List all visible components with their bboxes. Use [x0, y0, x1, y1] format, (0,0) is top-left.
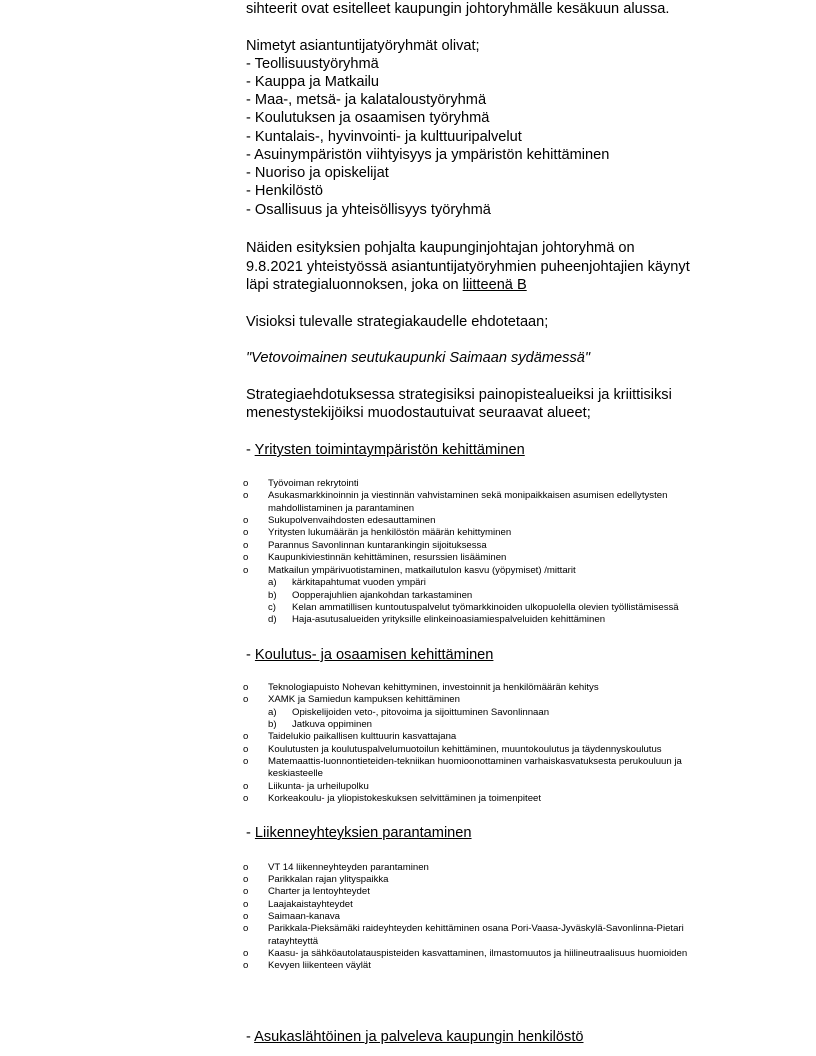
- list-item: Charter ja lentoyhteydet: [268, 886, 370, 897]
- group-item: - Koulutuksen ja osaamisen työryhmä: [246, 110, 490, 126]
- list-item: VT 14 liikenneyhteyden parantaminen: [268, 862, 429, 873]
- paragraph-line: [246, 276, 527, 294]
- sub-item: Jatkuva oppiminen: [292, 719, 372, 730]
- bullet-icon: o: [243, 756, 249, 767]
- bullet-icon: o: [243, 948, 249, 959]
- section-heading: [246, 442, 525, 458]
- list-item: Yritysten lukumäärän ja henkilöstön määrän kehittyminen: [268, 527, 512, 538]
- intro-top-line: sihteerit ovat esitelleet kaupungin johtoryhmälle kesäkuun alussa.: [246, 1, 670, 17]
- group-item: - Maa-, metsä- ja kalataloustyöryhmä: [246, 92, 487, 108]
- section-dash: -: [246, 825, 255, 841]
- sub-item-label: c): [268, 602, 276, 613]
- group-item: - Kauppa ja Matkailu: [246, 74, 380, 90]
- section-title: Liikenneyhteyksien parantaminen: [254, 825, 472, 841]
- section-heading: [246, 825, 472, 841]
- list-item-continuation: ratayhteyttä: [268, 936, 319, 947]
- list-item: Asukasmarkkinoinnin ja viestinnän vahvistaminen sekä monipaikkaisen asumisen edellytysten: [268, 490, 668, 501]
- bullet-icon: o: [243, 960, 249, 971]
- list-item: Parannus Savonlinnan kuntarankingin sijoituksessa: [268, 540, 487, 551]
- bullet-icon: o: [243, 781, 249, 792]
- sub-item: Haja-asutusalueiden yrityksille elinkeinoasiamiespalveluiden kehittäminen: [292, 614, 606, 625]
- list-item: XAMK ja Samiedun kampuksen kehittäminen: [268, 694, 460, 705]
- attachment-b-link[interactable]: liitteenä B: [462, 277, 527, 293]
- bullet-icon: o: [243, 682, 249, 693]
- list-item: Kaupunkiviestinnän kehittäminen, resurssien lisääminen: [268, 552, 507, 563]
- paragraph-line-text: läpi strategialuonnoksen, joka on: [246, 277, 463, 293]
- groups-heading: Nimetyt asiantuntijatyöryhmät olivat;: [246, 38, 480, 54]
- strategy-line: Strategiaehdotuksessa strategisiksi painopistealueiksi ja kriittisiksi: [246, 387, 672, 403]
- list-item: Laajakaistayhteydet: [268, 899, 353, 910]
- group-item: - Osallisuus ja yhteisöllisyys työryhmä: [246, 202, 491, 218]
- vision-statement: "Vetovoimainen seutukaupunki Saimaan sydämessä": [246, 350, 591, 366]
- bullet-icon: o: [243, 793, 249, 804]
- group-item: - Asuinympäristön viihtyisyys ja ympäristön kehittäminen: [246, 147, 610, 163]
- sub-item-label: b): [268, 719, 277, 730]
- bullet-icon: o: [243, 552, 249, 563]
- bullet-icon: o: [243, 731, 249, 742]
- list-item-continuation: mahdollistaminen ja parantaminen: [268, 503, 415, 514]
- list-item: Kaasu- ja sähköautolatauspisteiden kasvattaminen, ilmastomuutos ja hiilineutraalisuus huomioiden: [268, 948, 688, 959]
- bullet-icon: o: [243, 565, 249, 576]
- section-dash: -: [246, 442, 255, 458]
- bullet-icon: o: [243, 862, 249, 873]
- bullet-icon: o: [243, 911, 249, 922]
- bullet-icon: o: [243, 874, 249, 885]
- list-item: Parikkalan rajan ylityspaikka: [268, 874, 389, 885]
- list-item: Teknologiapuisto Nohevan kehittyminen, investoinnit ja henkilömäärän kehitys: [268, 682, 599, 693]
- group-item: - Henkilöstö: [246, 183, 324, 199]
- section-dash: -: [246, 1029, 255, 1045]
- bullet-icon: o: [243, 899, 249, 910]
- list-item: Parikkala-Pieksämäki raideyhteyden kehittäminen osana Pori-Vaasa-Jyväskylä-Savonlinna-Pietari: [268, 923, 684, 934]
- list-item: Kevyen liikenteen väylät: [268, 960, 371, 971]
- bullet-icon: o: [243, 694, 249, 705]
- bullet-icon: o: [243, 886, 249, 897]
- section-heading: [246, 647, 493, 663]
- sub-item-label: d): [268, 614, 277, 625]
- list-item: Sukupolvenvaihdosten edesauttaminen: [268, 515, 436, 526]
- group-item: - Teollisuustyöryhmä: [246, 56, 379, 72]
- list-item: Työvoiman rekrytointi: [268, 478, 359, 489]
- bullet-icon: o: [243, 478, 249, 489]
- sub-item: Kelan ammatillisen kuntoutuspalvelut työmarkkinoiden ulkopuolella olevien työllistämisessä: [292, 602, 679, 613]
- section-title: Asukaslähtöinen ja palveleva kaupungin henkilöstö: [254, 1029, 584, 1045]
- sub-item-label: a): [268, 707, 277, 718]
- bullet-icon: o: [243, 515, 249, 526]
- section-title: Yritysten toimintaympäristön kehittäminen: [254, 442, 525, 458]
- group-item: - Nuoriso ja opiskelijat: [246, 165, 389, 181]
- list-item-continuation: keskiasteelle: [268, 768, 323, 779]
- sub-item: kärkitapahtumat vuoden ympäri: [292, 577, 426, 588]
- list-item: Korkeakoulu- ja yliopistokeskuksen selvittäminen ja toimenpiteet: [268, 793, 542, 804]
- sub-item-label: a): [268, 577, 277, 588]
- list-item: Matemaattis-luonnontieteiden-tekniikan huomioonottaminen varhaiskasvatuksesta perukouluun ja: [268, 756, 682, 767]
- bullet-icon: o: [243, 923, 249, 934]
- paragraph-line: 9.8.2021 yhteistyössä asiantuntijatyöryhmien puheenjohtajien käynyt: [246, 259, 690, 275]
- bullet-icon: o: [243, 527, 249, 538]
- vision-intro: Visioksi tulevalle strategiakaudelle ehdotetaan;: [246, 314, 549, 330]
- list-item: Matkailun ympärivuotistaminen, matkailutulon kasvu (yöpymiset) /mittarit: [268, 565, 576, 576]
- sub-item-label: b): [268, 590, 277, 601]
- list-item: Liikunta- ja urheilupolku: [268, 781, 369, 792]
- sub-item: Opiskelijoiden veto-, pitovoima ja sijoittuminen Savonlinnaan: [292, 707, 550, 718]
- group-item: - Kuntalais-, hyvinvointi- ja kulttuuripalvelut: [246, 129, 522, 145]
- bullet-icon: o: [243, 744, 249, 755]
- strategy-line: menestystekijöiksi muodostautuivat seuraavat alueet;: [246, 405, 591, 421]
- paragraph-line: Näiden esityksien pohjalta kaupunginjohtajan johtoryhmä on: [246, 240, 635, 256]
- list-item: Taidelukio paikallisen kulttuurin kasvattajana: [268, 731, 457, 742]
- section-title: Koulutus- ja osaamisen kehittäminen: [254, 647, 494, 663]
- list-item: Koulutusten ja koulutuspalvelumuotoilun kehittäminen, muuntokoulutus ja täydennyskoulutus: [268, 744, 662, 755]
- bullet-icon: o: [243, 540, 249, 551]
- sub-item: Oopperajuhlien ajankohdan tarkastaminen: [292, 590, 473, 601]
- section-dash: -: [246, 647, 255, 663]
- list-item: Saimaan-kanava: [268, 911, 340, 922]
- bullet-icon: o: [243, 490, 249, 501]
- section-heading: [246, 1029, 584, 1045]
